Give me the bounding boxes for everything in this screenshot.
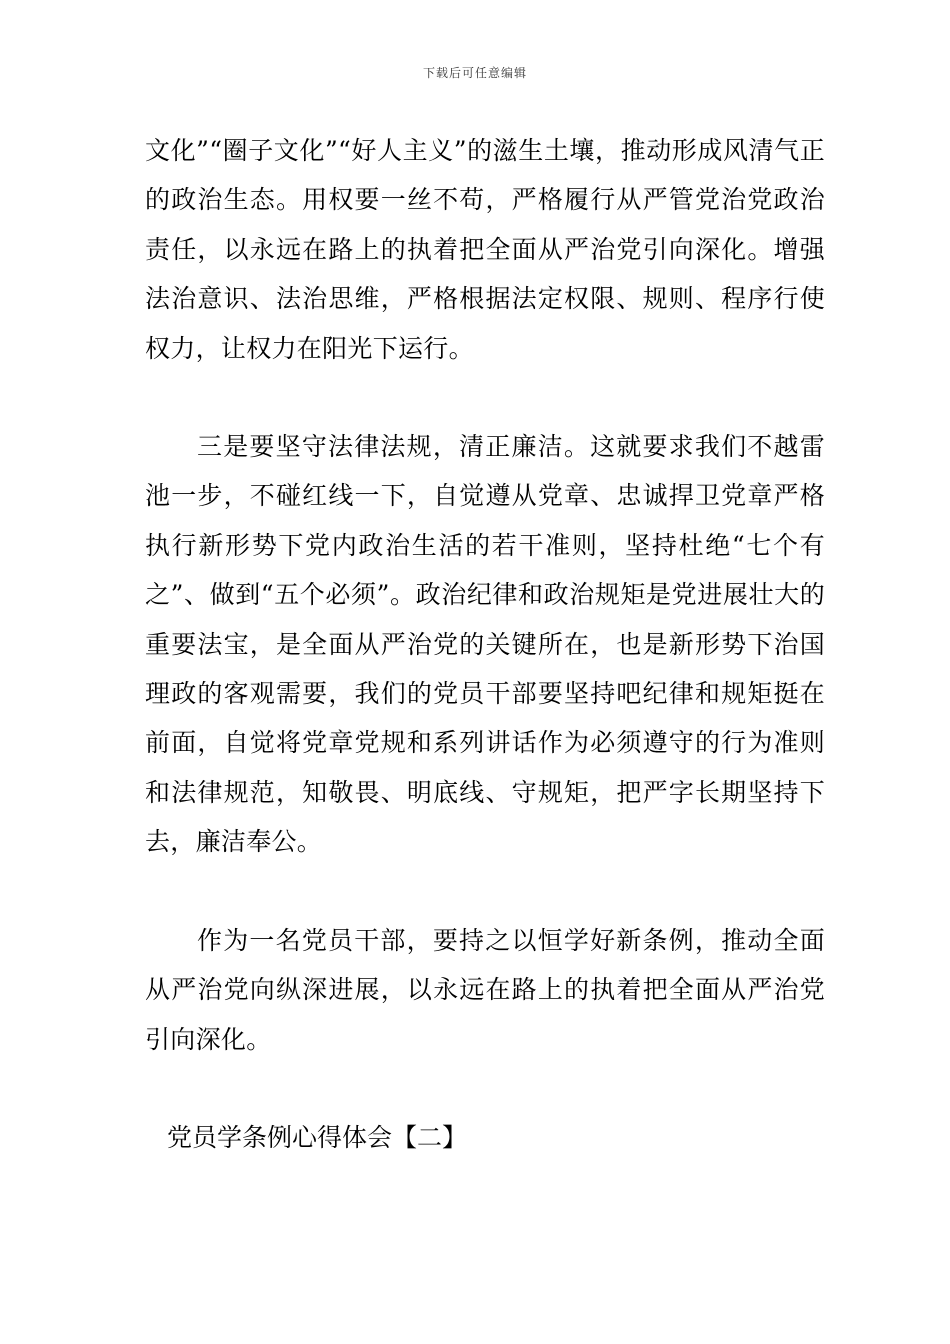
paragraph-conclusion: 作为一名党员干部，要持之以恒学好新条例，推动全面从严治党向纵深进展，以永远在路上的执着把全面从严治党引向深化。 xyxy=(145,925,825,1054)
header-note: 下载后可任意编辑 xyxy=(422,66,527,80)
document-body xyxy=(145,126,825,1162)
paragraph-continuation: 文化”“圈子文化”“好人主义”的滋生土壤，推动形成风清气正的政治生态。用权要一丝不苟，严格履行从严管党治党政治责任，以永远在路上的执着把全面从严治党引向深化。增强法治意识、法治思维，严格根据法定权限、规则、程序行使权力，让权力在阳光下运行。 xyxy=(145,136,825,363)
paragraph-gap xyxy=(145,1064,825,1113)
paragraph-point-three: 三是要坚守法律法规，清正廉洁。这就要求我们不越雷池一步，不碰红线一下，自觉遵从党章、忠诚捍卫党章严格执行新形势下党内政治生活的若干准则，坚持杜绝“七个有之”、做到“五个必须”。政治纪律和政治规矩是党进展壮大的重要法宝，是全面从严治党的关键所在，也是新形势下治国理政的客观需要，我们的党员干部要坚持吧纪律和规矩挺在前面，自觉将党章党规和系列讲话作为必须遵守的行为准则和法律规范，知敬畏、明底线、守规矩，把严字长期坚持下去，廉洁奉公。 xyxy=(145,432,825,857)
paragraph-gap xyxy=(145,373,825,422)
paragraph-gap xyxy=(145,867,825,916)
section-heading: 党员学条例心得体会【二】 xyxy=(167,1122,468,1152)
